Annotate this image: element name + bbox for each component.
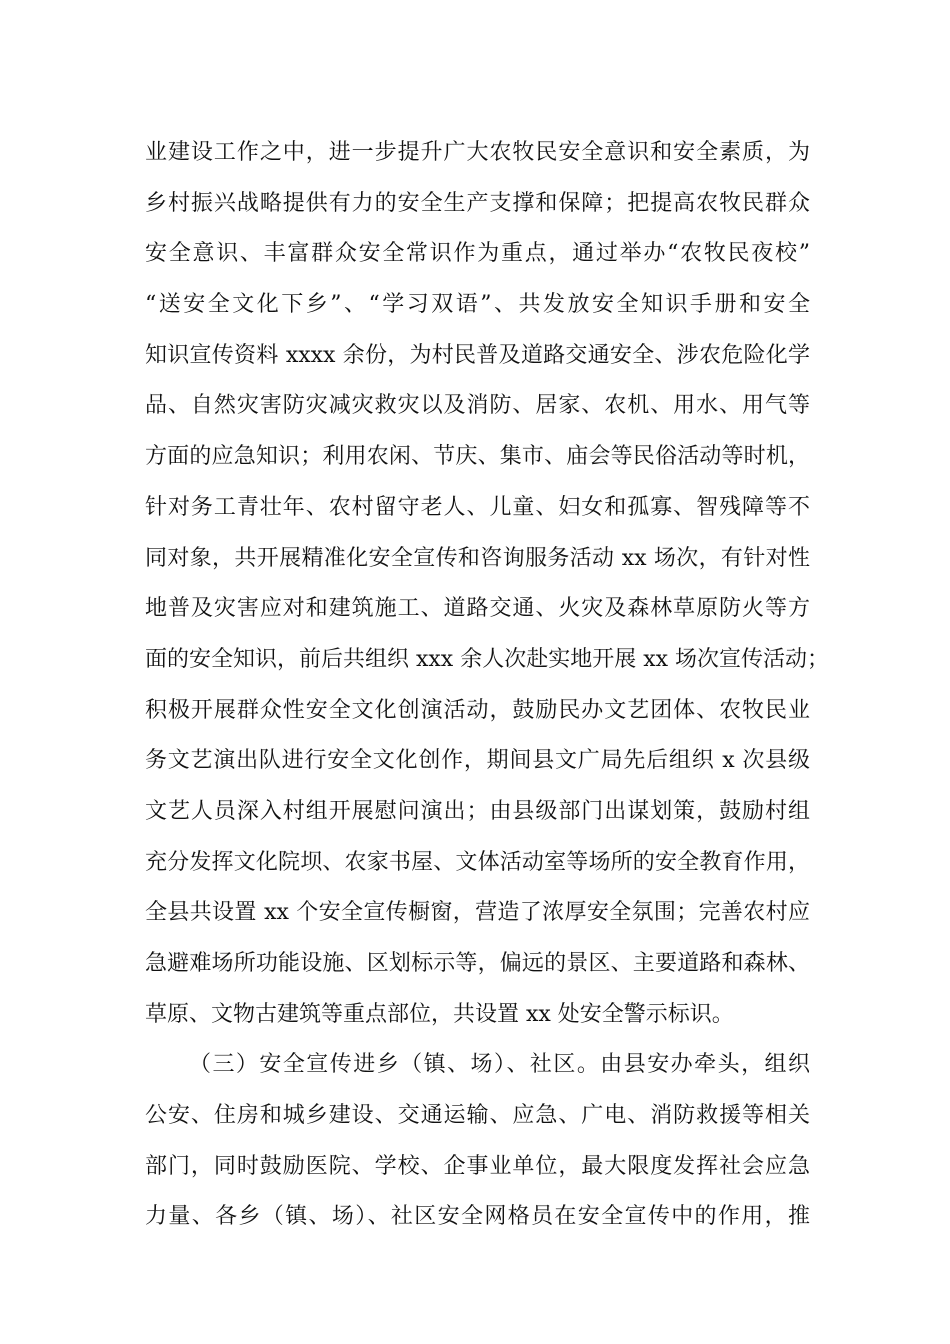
text-line: 方面的应急知识；利用农闲、节庆、集市、庙会等民俗活动等时机， [145, 444, 810, 470]
text-line: 安全意识、丰富群众安全常识作为重点，通过举办“农牧民夜校” [145, 241, 810, 267]
paragraph-end-line: 草原、文物古建筑等重点部位，共设置 xx 处安全警示标识。 [145, 1001, 734, 1027]
text-line: 乡村振兴战略提供有力的安全生产支撑和保障；把提高农牧民群众 [145, 190, 810, 216]
document-body [145, 128, 830, 1243]
text-line: 力量、各乡（镇、场）、社区安全网格员在安全宣传中的作用，推 [145, 1204, 810, 1230]
text-line: 积极开展群众性安全文化创演活动，鼓励民办文艺团体、农牧民业 [145, 697, 810, 723]
section-heading-line: （三）安全宣传进乡（镇、场）、社区。由县安办牵头，组织 [189, 1052, 810, 1078]
text-line: 充分发挥文化院坝、农家书屋、文体活动室等场所的安全教育作用， [145, 849, 810, 875]
text-line: 公安、住房和城乡建设、交通运输、应急、广电、消防救援等相关 [145, 1103, 810, 1129]
text-line: 同对象，共开展精准化安全宣传和咨询服务活动 xx 场次，有针对性 [145, 545, 810, 571]
text-line: 部门，同时鼓励医院、学校、企事业单位，最大限度发挥社会应急 [145, 1153, 810, 1179]
text-line: 针对务工青壮年、农村留守老人、儿童、妇女和孤寡、智残障等不 [145, 494, 810, 520]
text-line: “送安全文化下乡”、“学习双语”、共发放安全知识手册和安全 [145, 292, 810, 318]
text-line: 急避难场所功能设施、区划标示等，偏远的景区、主要道路和森林、 [145, 951, 810, 976]
text-line: 文艺人员深入村组开展慰问演出；由县级部门出谋划策，鼓励村组 [145, 798, 810, 824]
text-line: 品、自然灾害防灾减灾救灾以及消防、居家、农机、用水、用气等 [145, 393, 810, 419]
text-line: 业建设工作之中，进一步提升广大农牧民安全意识和安全素质，为 [145, 140, 810, 165]
text-line: 全县共设置 xx 个安全宣传橱窗，营造了浓厚安全氛围；完善农村应 [145, 900, 810, 926]
text-line: 地普及灾害应对和建筑施工、道路交通、火灾及森林草原防火等方 [145, 596, 810, 622]
text-line: 面的安全知识，前后共组织 xxx 余人次赴实地开展 xx 场次宣传活动； [145, 646, 830, 672]
text-line: 知识宣传资料 xxxx 余份，为村民普及道路交通安全、涉农危险化学 [145, 342, 810, 368]
text-line: 务文艺演出队进行安全文化创作，期间县文广局先后组织 x 次县级 [145, 748, 810, 774]
